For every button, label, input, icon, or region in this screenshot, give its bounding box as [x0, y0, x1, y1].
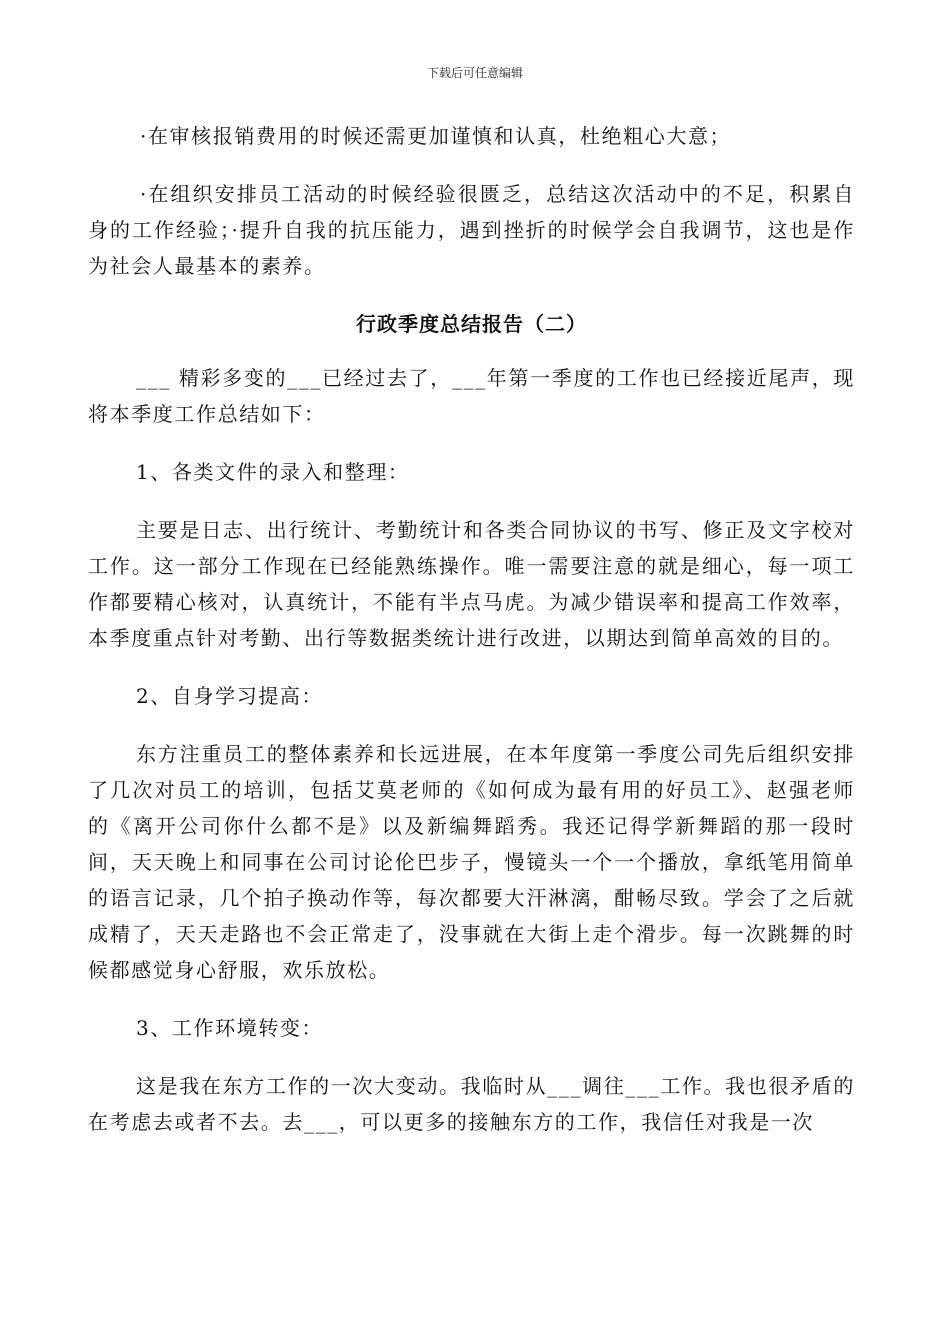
section-title: 行政季度总结报告（二）: [356, 312, 587, 336]
heading-work-environment: 3、工作环境转变：: [136, 1016, 324, 1040]
self-learning-paragraph: 东方注重员工的整体素养和长远进展，在本年度第一季度公司先后组织安排了几次对员工的培训，包括艾莫老师的《如何成为最有用的好员工》、赵强老师的《离开公司你什么都不是》以及新编舞蹈秀。我还记得学新舞蹈的那一段时间，天天晚上和同事在公司讨论伦巴步子，慢镜头一个一个播放，拿纸笔用简单的语言记录，几个拍子换动作等，每次都要大汗淋漓，酣畅尽致。学会了之后就成精了，天天走路也不会正常走了，没事就在大街上走个滑步。每一次跳舞的时候都感觉身心舒服，欢乐放松。: [88, 742, 855, 982]
heading-file-entry: 1、各类文件的录入和整理：: [136, 460, 410, 484]
document-body: [88, 118, 855, 1140]
bullet-paragraph-2: ·在组织安排员工活动的时候经验很匮乏，总结这次活动中的不足，积累自身的工作经验；·提升自我的抗压能力，遇到挫折的时候学会自我调节，这也是作为社会人最基本的素养。: [88, 182, 855, 278]
work-environment-paragraph: 这是我在东方工作的一次大变动。我临时从___调往___工作。我也很矛盾的在考虑去或者不去。去___，可以更多的接触东方的工作，我信任对我是一次: [88, 1074, 855, 1134]
file-entry-paragraph: 主要是日志、出行统计、考勤统计和各类合同协议的书写、修正及文字校对工作。这一部分工作现在已经能熟练操作。唯一需要注意的就是细心，每一项工作都要精心核对，认真统计，不能有半点马虎。为减少错误率和提高工作效率，本季度重点针对考勤、出行等数据类统计进行改进，以期达到简单高效的目的。: [88, 518, 855, 650]
heading-self-learning: 2、自身学习提高：: [136, 684, 324, 708]
intro-paragraph: ___ 精彩多变的___已经过去了，___年第一季度的工作也已经接近尾声，现将本季度工作总结如下：: [88, 366, 855, 426]
page-header: 下载后可任意编辑: [426, 66, 523, 80]
bullet-paragraph-1: ·在审核报销费用的时候还需更加谨慎和认真，杜绝粗心大意；: [140, 124, 732, 148]
